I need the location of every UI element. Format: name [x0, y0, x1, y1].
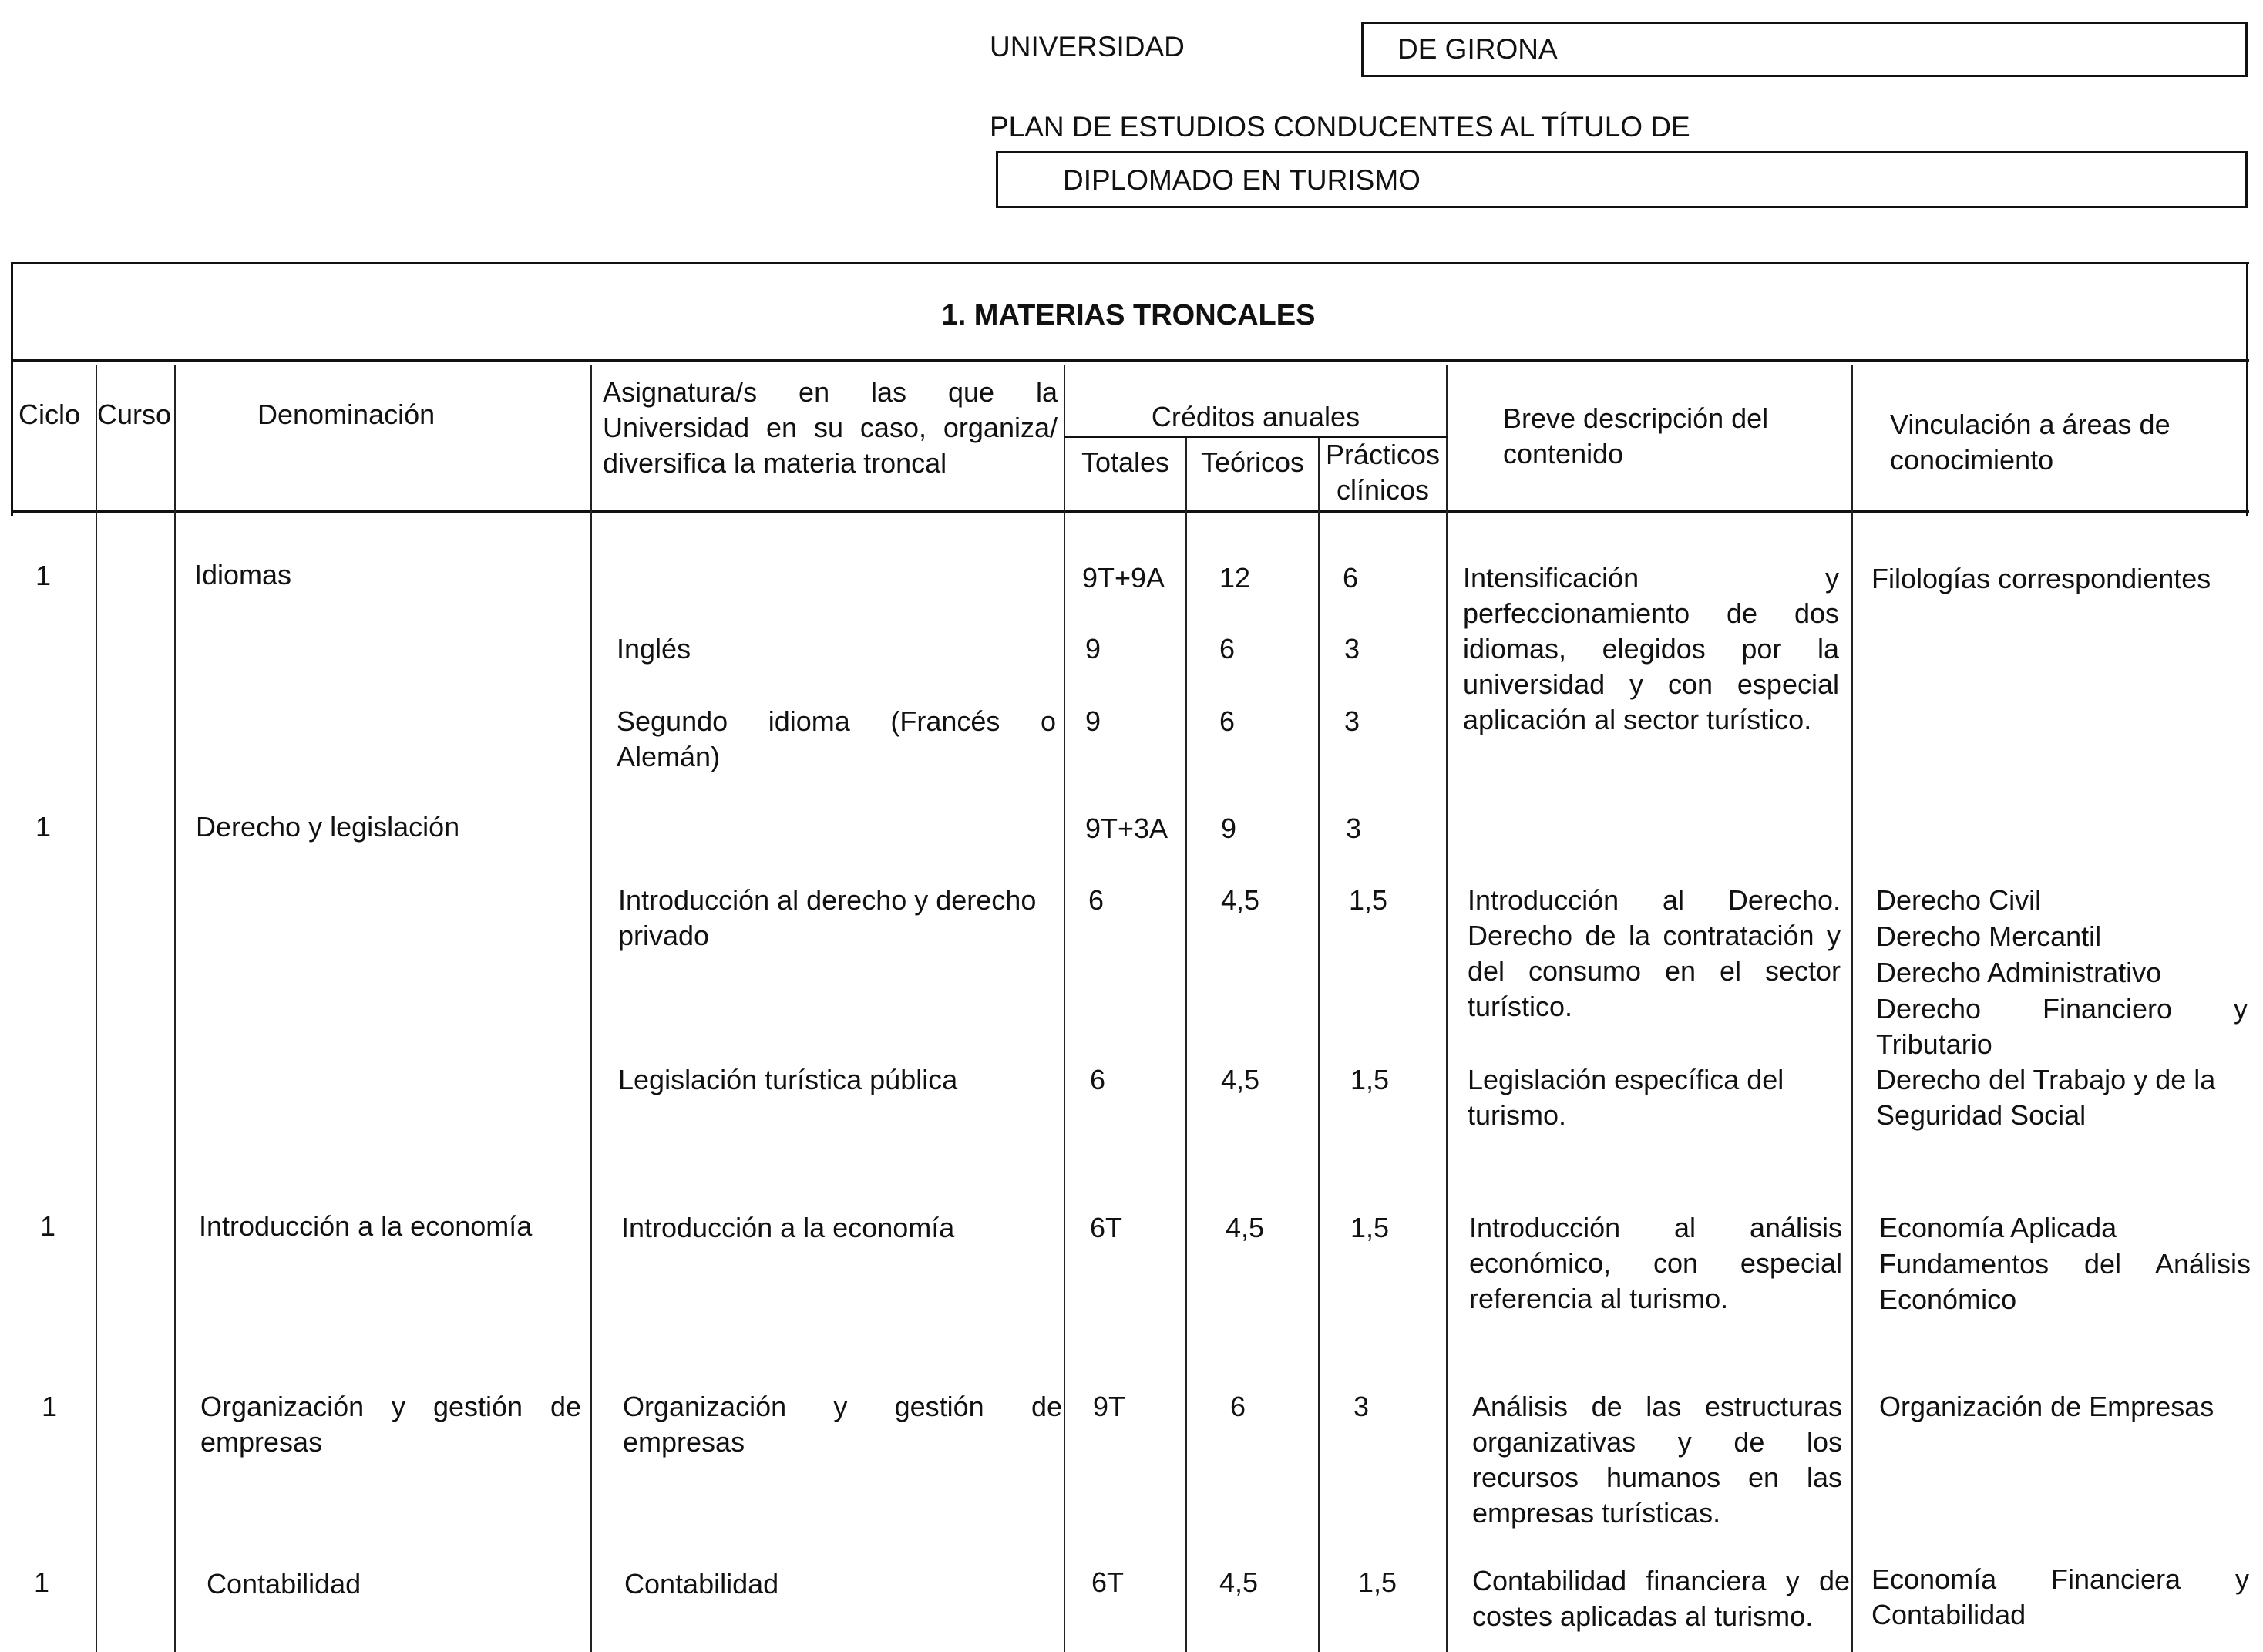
col-sep-creditos [1446, 365, 1448, 1652]
row-totales: 9T+3A [1085, 813, 1168, 844]
row-asignatura: Legislación turística pública [618, 1064, 958, 1095]
row-practicos: 1,5 [1358, 1566, 1397, 1598]
table-right-border [2246, 262, 2248, 516]
row-practicos: 3 [1346, 813, 1362, 844]
row-totales: 9T [1093, 1391, 1126, 1422]
colhead-asignaturas: Asignatura/s en las que la Universidad en su caso, organiza/ diversifica la materia troncal [603, 376, 1058, 479]
row-practicos: 1,5 [1350, 1212, 1390, 1243]
row-vinculacion-item: Derecho Mercantil [1876, 920, 2102, 952]
row-vinculacion: Derecho del Trabajo y de la Seguridad Social [1876, 1064, 2216, 1131]
row-teoricos: 9 [1221, 813, 1237, 844]
row-totales: 6T [1091, 1566, 1125, 1598]
row-asignatura: Organización y gestión de empresas [623, 1391, 1062, 1458]
row-vinculacion-item: Derecho Administrativo [1876, 957, 2162, 988]
degree-title: DIPLOMADO EN TURISMO [1063, 164, 1421, 196]
row-practicos: 1,5 [1349, 884, 1388, 916]
row-descripcion: Legislación específica del turismo. [1468, 1064, 1784, 1131]
section-title: 1. MATERIAS TRONCALES [941, 299, 1316, 331]
colhead-curso: Curso [97, 399, 172, 430]
row-vinculacion: Economía Financiera y Contabilidad [1871, 1563, 2249, 1630]
section-title-divider [11, 359, 2249, 362]
row-vinculacion: Filologías correspondientes [1871, 563, 2211, 594]
row-ciclo: 1 [42, 1391, 58, 1422]
row-teoricos: 4,5 [1226, 1212, 1265, 1243]
row-ciclo: 1 [34, 1566, 50, 1598]
row-practicos: 3 [1344, 705, 1360, 737]
row-practicos: 1,5 [1350, 1064, 1390, 1095]
row-totales: 6 [1090, 1064, 1106, 1095]
row-descripcion: Contabilidad financiera y de costes aplicadas al turismo. [1472, 1565, 1850, 1632]
degree-box [996, 151, 2248, 208]
row-vinculacion-item: Derecho Civil [1876, 884, 2042, 916]
row-totales: 6 [1088, 884, 1105, 916]
row-denominacion: Idiomas [194, 559, 292, 590]
col-sep-ciclo [96, 365, 97, 1652]
row-teoricos: 6 [1230, 1391, 1246, 1422]
colhead-teoricos: Teóricos [1200, 446, 1305, 478]
row-teoricos: 4,5 [1221, 884, 1260, 916]
row-ciclo: 1 [35, 811, 52, 843]
colhead-denominacion: Denominación [257, 399, 435, 430]
colhead-vinculacion: Vinculación a áreas de conocimiento [1890, 409, 2171, 476]
row-descripcion: Introducción al análisis económico, con especial referencia al turismo. [1469, 1212, 1842, 1314]
col-sep-asignaturas [1064, 365, 1065, 1652]
colhead-practicos: Prácticos clínicos [1325, 439, 1441, 506]
row-asignatura: Contabilidad [624, 1568, 779, 1600]
row-vinculacion-item: Fundamentos del Análisis Económico [1879, 1248, 2251, 1315]
colhead-descripcion: Breve descripción del contenido [1503, 402, 1769, 469]
row-descripcion: Intensificación y perfeccionamiento de dos idiomas, elegidos por la universidad y con especial aplicación al sector turístico. [1463, 562, 1839, 735]
university-label: UNIVERSIDAD [990, 31, 1185, 62]
row-asignatura: Introducción al derecho y derecho privado [618, 884, 1037, 951]
row-teoricos: 6 [1219, 705, 1236, 737]
row-descripcion: Análisis de las estructuras organizativas y de los recursos humanos en las empresas turísticas. [1472, 1391, 1842, 1529]
row-teoricos: 6 [1219, 633, 1236, 665]
col-sep-denominacion [590, 365, 592, 1652]
row-ciclo: 1 [35, 560, 52, 591]
row-denominacion: Introducción a la economía [199, 1210, 533, 1242]
row-asignatura: Introducción a la economía [621, 1212, 955, 1243]
col-sep-totales [1185, 436, 1187, 1652]
row-asignatura: Inglés [617, 633, 691, 665]
row-teoricos: 4,5 [1219, 1566, 1259, 1598]
row-asignatura: Segundo idioma (Francés o Alemán) [617, 705, 1056, 772]
row-vinculacion: Organización de Empresas [1879, 1391, 2214, 1422]
row-descripcion: Introducción al Derecho. Derecho de la contratación y del consumo en el sector turístico. [1468, 884, 1841, 1022]
row-totales: 9 [1085, 633, 1101, 665]
row-teoricos: 12 [1219, 562, 1251, 594]
col-sep-teoricos [1318, 436, 1320, 1652]
row-denominacion: Organización y gestión de empresas [200, 1391, 581, 1458]
row-totales: 9 [1085, 705, 1101, 737]
university-name: DE GIRONA [1397, 33, 1558, 65]
row-ciclo: 1 [40, 1210, 56, 1242]
row-practicos: 6 [1343, 562, 1359, 594]
col-sep-curso [174, 365, 176, 1652]
header-bottom-divider [11, 510, 2249, 513]
row-totales: 9T+9A [1082, 562, 1165, 594]
colhead-ciclo: Ciclo [18, 399, 81, 430]
row-denominacion: Contabilidad [207, 1568, 361, 1600]
row-denominacion: Derecho y legislación [196, 811, 460, 843]
row-practicos: 3 [1344, 633, 1360, 665]
col-sep-descripcion [1851, 365, 1853, 1652]
plan-label: PLAN DE ESTUDIOS CONDUCENTES AL TÍTULO DE [990, 111, 1690, 143]
row-totales: 6T [1090, 1212, 1123, 1243]
row-vinculacion-item: Derecho Financiero y Tributario [1876, 993, 2248, 1060]
row-vinculacion-item: Economía Aplicada [1879, 1212, 2117, 1243]
colhead-totales: Totales [1081, 446, 1170, 478]
university-name-box [1361, 22, 2248, 77]
colhead-creditos: Créditos anuales [1151, 401, 1360, 432]
table-top-border [11, 262, 2249, 264]
row-teoricos: 4,5 [1221, 1064, 1260, 1095]
row-practicos: 3 [1353, 1391, 1370, 1422]
